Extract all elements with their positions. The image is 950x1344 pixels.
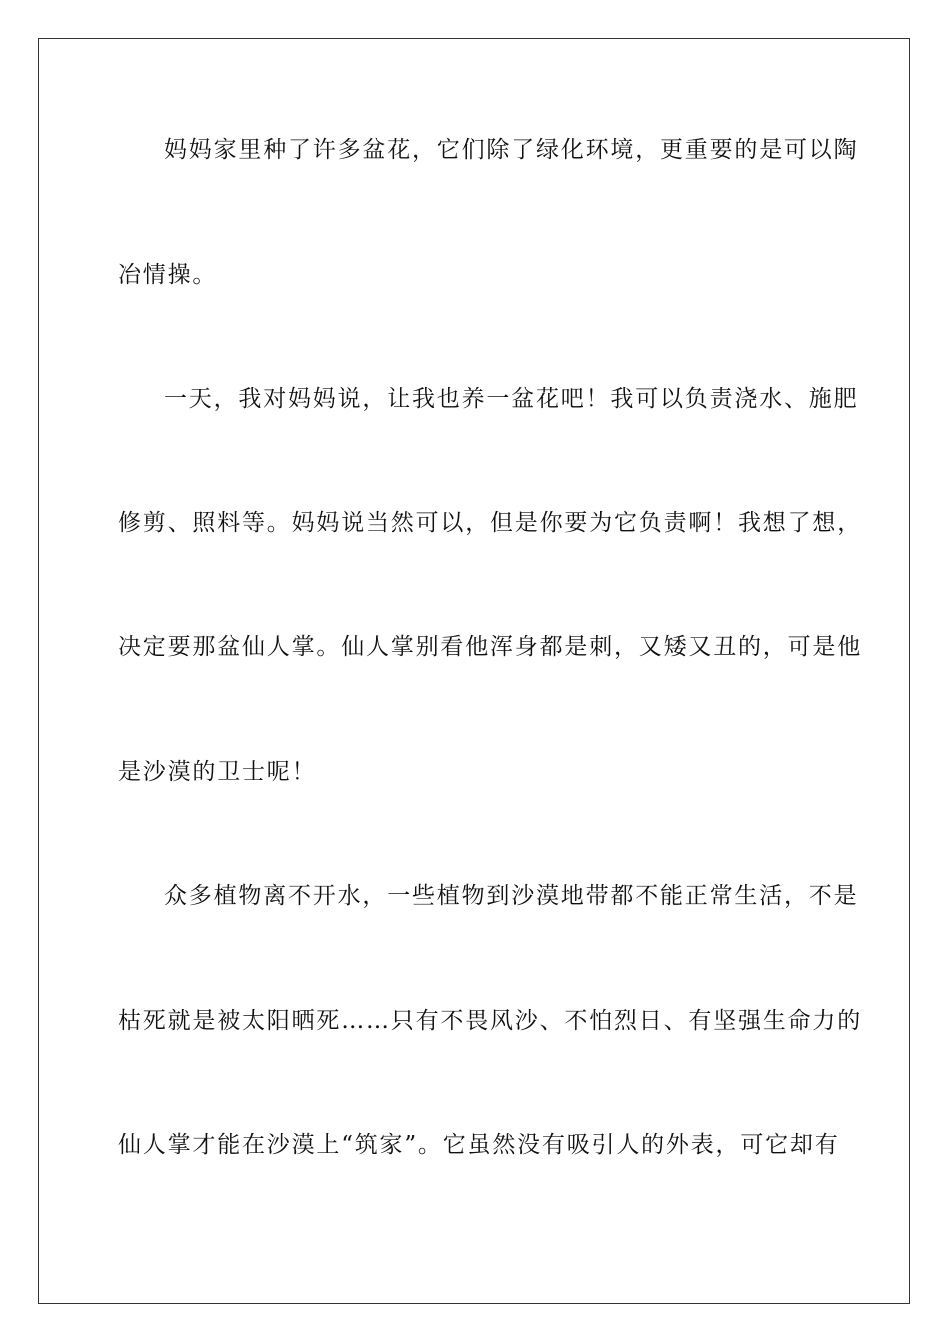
- paragraph-1-line-1: 妈妈家里种了许多盆花，它们除了绿化环境，更重要的是可以陶: [164, 137, 859, 163]
- paragraph-2-line-4: 是沙漠的卫士呢！: [118, 759, 317, 785]
- paragraph-2-line-3: 决定要那盆仙人掌。仙人掌别看他浑身都是刺，又矮又丑的，可是他: [118, 634, 862, 660]
- paragraph-2-line-1: 一天，我对妈妈说，让我也养一盆花吧！我可以负责浇水、施肥: [164, 386, 859, 412]
- paragraph-3-line-1: 众多植物离不开水，一些植物到沙漠地带都不能正常生活，不是: [164, 883, 859, 909]
- page-border: [38, 38, 910, 1304]
- paragraph-1-line-2: 冶情操。: [118, 262, 218, 288]
- paragraph-3-line-3: 仙人掌才能在沙漠上“筑家”。它虽然没有吸引人的外表，可它却有: [118, 1132, 840, 1158]
- paragraph-3-line-2: 枯死就是被太阳晒死……只有不畏风沙、不怕烈日、有坚强生命力的: [118, 1008, 862, 1034]
- paragraph-2-line-2: 修剪、照料等。妈妈说当然可以，但是你要为它负责啊！我想了想，: [118, 510, 862, 536]
